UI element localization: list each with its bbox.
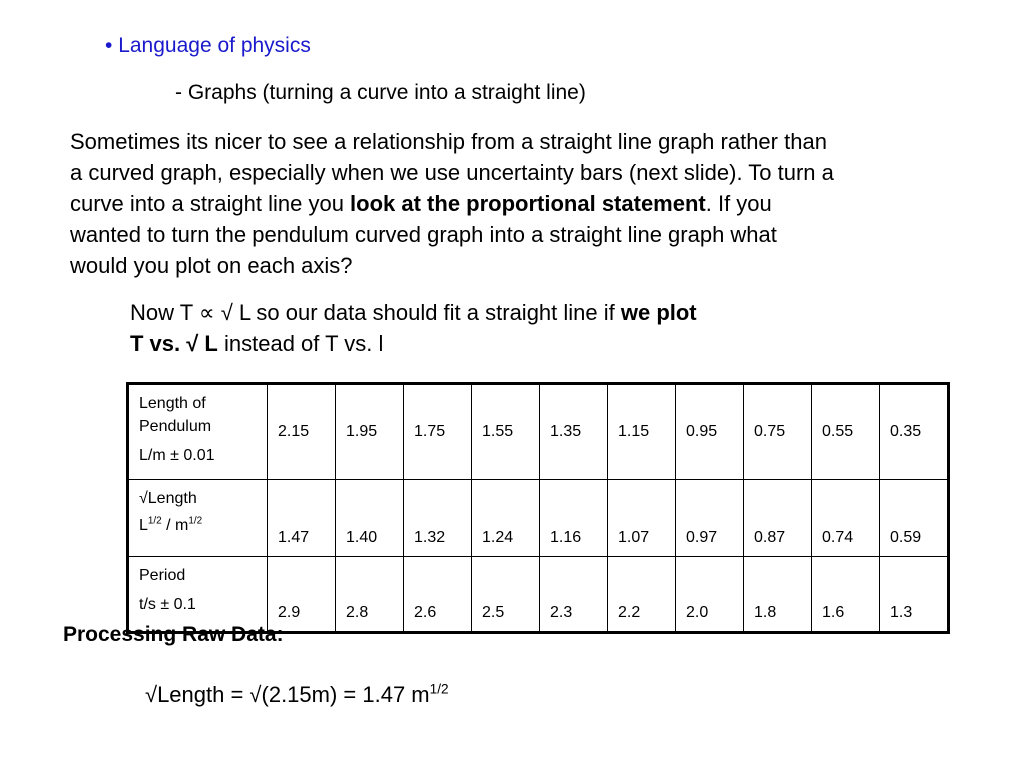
statement-text: instead of T vs. l	[217, 331, 384, 356]
emphasis-text: look at the proportional statement	[350, 191, 706, 216]
table-cell: 2.9	[268, 557, 336, 633]
formula-exponent: 1/2	[429, 681, 449, 697]
table-cell: 1.6	[812, 557, 880, 633]
section-title: Language of physics	[118, 34, 311, 57]
table-cell: 2.8	[336, 557, 404, 633]
table-cell: 2.3	[540, 557, 608, 633]
bullet-icon: •	[105, 34, 113, 57]
table-cell: 0.75	[744, 384, 812, 480]
formula-text: √Length = √(2.15m) = 1.47 m	[145, 682, 430, 707]
unit-exponent: 1/2	[188, 515, 203, 527]
table-cell: 1.07	[608, 480, 676, 557]
section-heading	[105, 34, 311, 58]
header-text: Period	[139, 567, 186, 584]
proportionality-statement	[130, 297, 697, 359]
table-cell: 0.74	[812, 480, 880, 557]
statement-line	[130, 297, 697, 328]
header-text: Pendulum	[139, 418, 212, 435]
emphasis-text: we plot	[620, 300, 697, 325]
sqrt-length-formula	[145, 682, 449, 708]
statement-text: Now T ∝ √ L so our data should fit a straight line if	[130, 300, 621, 325]
sqrt-length-header-cell	[128, 480, 268, 557]
statement-line	[130, 328, 697, 359]
header-unit: L/m ± 0.01	[139, 447, 215, 464]
table-cell: 1.75	[404, 384, 472, 480]
table-cell: 0.97	[676, 480, 744, 557]
paragraph-line: a curved graph, especially when we use uncertainty bars (next slide). To turn a	[70, 160, 834, 185]
unit-exponent: 1/2	[147, 515, 162, 527]
table-cell: 0.59	[880, 480, 949, 557]
section-subtitle: - Graphs (turning a curve into a straight line)	[175, 81, 586, 104]
paragraph-line	[70, 188, 970, 219]
table-row-period	[128, 557, 949, 633]
period-header-cell	[128, 557, 268, 633]
table-cell: 1.47	[268, 480, 336, 557]
table-row-length	[128, 384, 949, 480]
explanation-paragraph	[70, 126, 970, 281]
paragraph-line: would you plot on each axis?	[70, 253, 353, 278]
processing-title: Processing Raw Data:	[63, 623, 284, 646]
unit-text: L	[139, 517, 148, 534]
paragraph-line: wanted to turn the pendulum curved graph into a straight line graph what	[70, 222, 777, 247]
table-cell: 2.0	[676, 557, 744, 633]
table-row-sqrt-length	[128, 480, 949, 557]
table-cell: 1.55	[472, 384, 540, 480]
table-cell: 1.24	[472, 480, 540, 557]
table-cell: 2.6	[404, 557, 472, 633]
paragraph-text: . If you	[705, 191, 772, 216]
header-text: √Length	[139, 490, 197, 507]
length-header-cell	[128, 384, 268, 480]
header-unit: t/s ± 0.1	[139, 596, 196, 613]
emphasis-text: T vs. √ L	[130, 331, 218, 356]
table-cell: 1.15	[608, 384, 676, 480]
table-cell: 1.16	[540, 480, 608, 557]
paragraph-text: curve into a straight line you	[70, 191, 351, 216]
table-cell: 1.32	[404, 480, 472, 557]
table-cell: 1.8	[744, 557, 812, 633]
paragraph-line: Sometimes its nicer to see a relationship from a straight line graph rather than	[70, 129, 827, 154]
table-cell: 1.40	[336, 480, 404, 557]
pendulum-data-table	[126, 382, 950, 634]
table-cell: 0.55	[812, 384, 880, 480]
table-cell: 1.3	[880, 557, 949, 633]
table-cell: 1.35	[540, 384, 608, 480]
table-cell: 0.87	[744, 480, 812, 557]
table-cell: 2.2	[608, 557, 676, 633]
header-text: Length of	[139, 395, 206, 412]
table-cell: 1.95	[336, 384, 404, 480]
table-cell: 2.15	[268, 384, 336, 480]
table-cell: 0.35	[880, 384, 949, 480]
header-unit	[139, 514, 257, 537]
unit-text: / m	[161, 517, 189, 534]
table-cell: 2.5	[472, 557, 540, 633]
table-cell: 0.95	[676, 384, 744, 480]
